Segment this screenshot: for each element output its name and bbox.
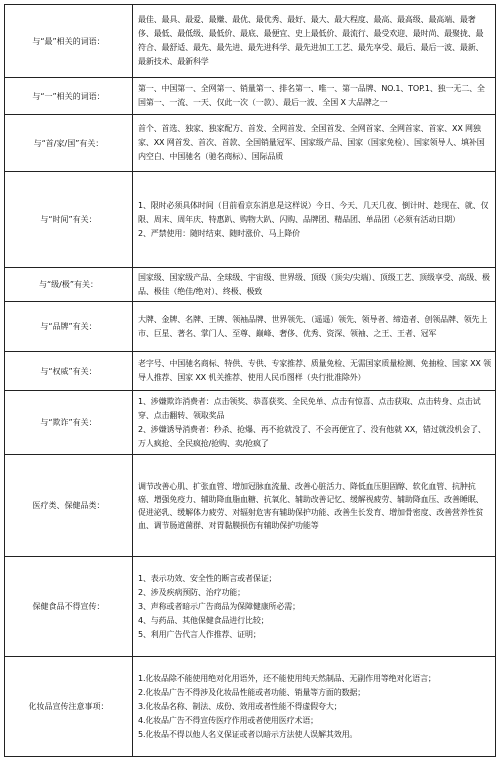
content-line: 4、与药品、其他保健食品进行比较； [138,615,269,625]
content-line: 国家级、国家级产品、全球级、宇宙级、世界级、顶级（顶尖/尖端）、顶级工艺、顶级享受、高级、极品、极佳（绝佳/绝对）、终极、极致 [138,272,490,296]
row-category-label: 化妆品宣传注意事项： [5,657,133,756]
content-line: 2、严禁使用：随时结束、随时涨价、马上降价 [138,228,300,238]
table-row [5,115,495,172]
row-content [133,302,495,351]
content-line: 最佳、最具、最爱、最赚、最优、最优秀、最好、最大、最大程度、最高、最高级、最高端、最奢侈、最低、最低级、最低价、最底、最便宜、史上最低价、最流行、最受欢迎、最时尚、最聚拢、最符合、最舒适、最先、最先进、最先进科学、最先进加工工艺、最先享受、最后、最后一波、最新、最新技术、最新科学 [138,15,484,66]
content-line: 1、表示功效、安全性的断言或者保证； [138,573,277,583]
row-category-label: 与“欺诈”有关： [5,391,133,454]
table-row [5,352,495,391]
row-category-label: 与“权威”有关： [5,352,133,390]
row-category-label: 与“最”相关的词语： [5,5,133,77]
table-row [5,172,495,268]
row-content [133,455,495,556]
content-line: 2、涉嫌诱导消费者：秒杀、抢爆、再不抢就没了、不会再便宜了、没有他就 XX，错过就没机会了、万人疯抢、全民疯抢/抢购、卖/抢疯了 [138,424,486,448]
row-category-label: 与“首/家/国”有关： [5,115,133,171]
row-content [133,5,495,77]
content-line: 3.化妆品名称、制法、成份、效用或者性能不得虚假夸大； [138,701,342,711]
row-content [133,115,495,171]
row-content [133,557,495,656]
row-category-label: 保健食品不得宣传： [5,557,133,656]
table-row [5,391,495,455]
row-category-label: 与“品牌”有关： [5,302,133,351]
content-line: 首个、首选、独家、独家配方、首发、全网首发、全国首发、全网首家、全网首家、首家、XX 网独家、XX 网首发、首次、首款、全国销量冠军、国家级产品、国家（国家免检）、国家领导人、填补国内空白、中国驰名（驰名商标）、国际品质 [138,124,485,161]
content-line: 4.化妆品广告不得宣传医疗作用或者使用医疗术语； [138,715,319,725]
content-line: 1、涉嫌欺诈消费者：点击领奖、恭喜获奖、全民免单、点击有惊喜、点击获取、点击转身、点击试穿、点击翻转、领取奖品 [138,396,481,420]
row-content [133,391,495,454]
table-row [5,302,495,352]
table-row [5,557,495,657]
table-row [5,657,495,756]
row-content [133,352,495,390]
table-row [5,78,495,115]
table-row [5,5,495,78]
row-category-label: 医疗类、保健品类： [5,455,133,556]
regulation-table [4,4,496,757]
row-category-label: 与“一”相关的词语： [5,78,133,114]
content-line: 1、限时必须具体时间（目前看京东消息是这样说）今日、今天、几天几夜、倒计时、趁现在、就、仅限、周末、周年庆、特惠趴、购物大趴、闪购、品牌团、精品团、单品团（必须有活动日期） [138,200,489,224]
content-line: 2.化妆品广告不得涉及化妆品性能或者功能、销量等方面的数据； [138,687,366,697]
content-line: 老字号、中国驰名商标、特供、专供、专家推荐、质量免检、无需国家质量检测、免抽检、国家 XX 领导人推荐、国家 XX 机关推荐、使用人民币图样（央行批准除外） [138,359,491,382]
row-content [133,657,495,756]
content-line: 5、利用广告代言人作推荐、证明； [138,629,261,639]
content-line: 1.化妆品除不能使用绝对化用语外，还不能使用纯天然制品、无副作用等绝对化语言； [138,673,436,683]
table-row [5,268,495,302]
content-line: 3、声称或者暗示广告商品为保障健康所必需； [138,601,300,611]
content-line: 大牌、金牌、名牌、王牌、领袖品牌、世界领先、（遥遥）领先、领导者、缔造者、创领品牌、领先上市、巨星、著名、掌门人、至尊、巅峰、奢侈、优秀、资深、领袖、之王、王者、冠军 [138,314,488,338]
row-content [133,172,495,267]
row-category-label: 与“时间”有关： [5,172,133,267]
content-line: 第一、中国第一、全网第一、销量第一、排名第一、唯一、第一品牌、NO.1、TOP.1、独一无二、全国第一、一流、一天、仅此一次（一款）、最后一波、全国 X 大品牌之一 [138,84,485,107]
content-line: 5.化妆品不得以他人名义保证或者以暗示方法使人误解其效用。 [138,729,358,739]
content-line: 调节改善心肌、扩张血管、增加冠脉血流量、改善心脏活力、降低血压胆固醇、软化血管、抗肿抗癌、增强免疫力、辅助降血脂血糖、抗氧化、辅助改善记忆、缓解视疲劳、辅助降血压、改善睡眠、促进泌乳、缓解体力疲劳、对辐射危害有辅助保护功能、改善生长发育、增加骨密度、改善营养性贫血、调节肠道菌群、对胃黏膜损伤有辅助保护功能等 [138,481,484,530]
content-line: 2、涉及疾病预防、治疗功能； [138,587,245,597]
table-row [5,455,495,557]
row-category-label: 与“级/极”有关： [5,268,133,301]
row-content [133,78,495,114]
row-content [133,268,495,301]
